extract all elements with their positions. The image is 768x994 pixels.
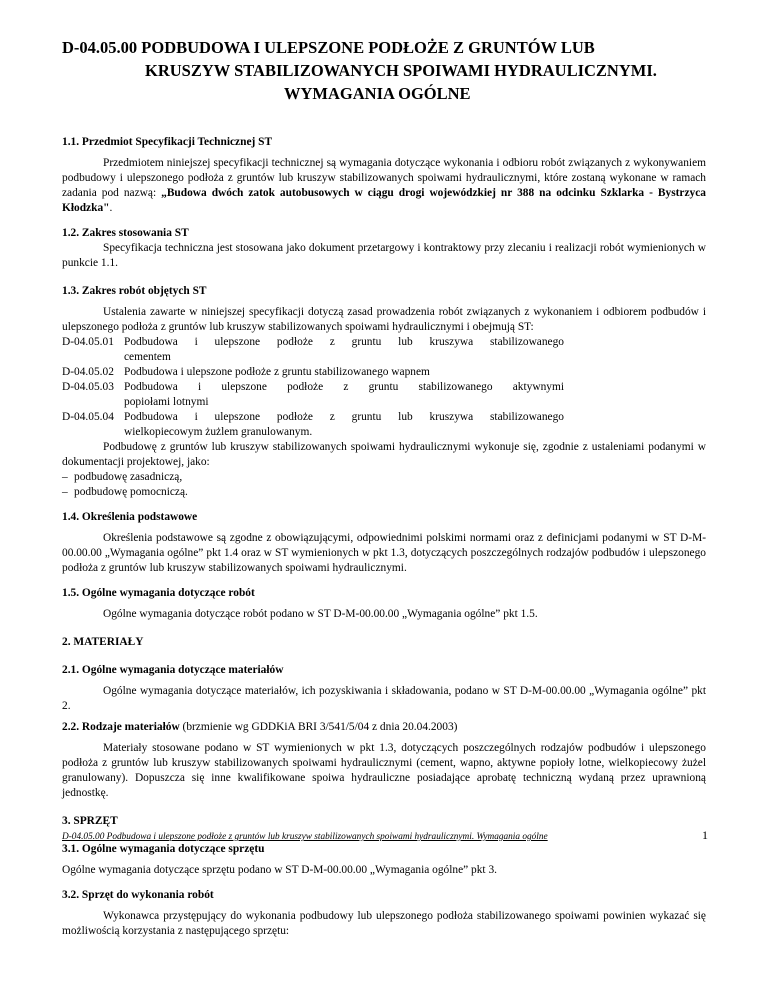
document-title (62, 36, 706, 105)
section-2-heading: 2. MATERIAŁY (62, 636, 144, 648)
spec-list-item (62, 380, 706, 395)
list-item: – podbudowę pomocniczą. (62, 486, 188, 498)
section-2-1-text: Ogólne wymagania dotyczące materiałów, ich pozyskiwania i składowania, podano w ST D-M-00.00.00 „Wymagania ogólne” pkt 2. (62, 685, 706, 712)
spec-code: D-04.05.01 (62, 336, 114, 348)
section-3-heading: 3. SPRZĘT (62, 815, 118, 827)
section-1-2-heading: 1.2. Zakres stosowania ST (62, 227, 189, 239)
spec-description-cont: wielkopiecowym żużlem granulowanym. (124, 426, 313, 438)
section-2-1-heading: 2.1. Ogólne wymagania dotyczące materiałów (62, 664, 284, 676)
page-footer: D-04.05.00 Podbudowa i ulepszone podłoże z gruntów lub kruszyw stabilizowanych spoiwami hydraulicznymi. Wymagania ogólne (62, 832, 548, 842)
section-1-3-text: Ustalenia zawarte w niniejszej specyfikacji dotyczą zasad prowadzenia robót związanych z wykonaniem i odbiorem podbudów i ulepszonego podłoża z gruntów lub kruszyw stabilizowanych spoiwami hydraulicznymi i obejmują ST: (62, 306, 706, 333)
section-2-2-heading: 2.2. Rodzaje materiałów (brzmienie wg GDDKiA BRI 3/541/5/04 z dnia 20.04.2003) (62, 721, 458, 733)
section-2-2-note: (brzmienie wg GDDKiA BRI 3/541/5/04 z dnia 20.04.2003) (179, 721, 458, 733)
spec-list (62, 335, 706, 440)
spec-list-item (62, 410, 706, 425)
section-3-1-heading: 3.1. Ogólne wymagania dotyczące sprzętu (62, 843, 265, 855)
spec-description: Podbudowa i ulepszone podłoże z gruntu lub kruszywa stabilizowanego (124, 336, 564, 348)
section-3-1-text: Ogólne wymagania dotyczące sprzętu podano w ST D-M-00.00.00 „Wymagania ogólne” pkt 3. (62, 864, 497, 876)
section-1-4-text: Określenia podstawowe są zgodne z obowiązującymi, odpowiednimi polskimi normami oraz z definicjami podanymi w ST D-M-00.00.00 „Wymagania ogólne” pkt 1.4 oraz w ST wymienionych w pkt 1.3, dotyczących poszczególnych rodzajów podbudów i ulepszonego podłoża z gruntów lub kruszyw stabilizowanych spoiwami hydraulicznymi. (62, 532, 706, 574)
document-page (62, 36, 706, 939)
title-line-3: WYMAGANIA OGÓLNE (284, 84, 471, 103)
spec-description-cont: cementem (124, 351, 171, 363)
spec-description-cont: popiołami lotnymi (124, 396, 209, 408)
title-line-1: D-04.05.00 PODBUDOWA I ULEPSZONE PODŁOŻE Z GRUNTÓW LUB (62, 38, 595, 57)
title-line-2: KRUSZYW STABILIZOWANYCH SPOIWAMI HYDRAULICZNYMI. (145, 61, 657, 80)
section-3-2-text: Wykonawca przystępujący do wykonania podbudowy lub ulepszonego podłoża stabilizowanego spoiwami powinien wykazać się możliwością korzystania z następującego sprzętu: (62, 910, 706, 937)
project-name: „Budowa dwóch zatok autobusowych w ciągu drogi wojewódzkiej nr 388 na odcinku Szklarka - Bystrzyca Kłodzka" (62, 187, 706, 214)
spec-list-item (62, 365, 706, 380)
spec-description: Podbudowa i ulepszone podłoże z gruntu lub kruszywa stabilizowanego (124, 411, 564, 423)
spec-code: D-04.05.02 (62, 366, 114, 378)
section-1-5-heading: 1.5. Ogólne wymagania dotyczące robót (62, 587, 255, 599)
section-1-1-text: Przedmiotem niniejszej specyfikacji technicznej są wymagania dotyczące wykonania i odbioru robót związanych z wykonywaniem podbudowy i ulepszonego podłoża z gruntów lub kruszyw stabilizowanych spoiwami hydraulicznymi, które zostaną wykonane w ramach zadania pod nazwą: „Budowa dwóch zatok autobusowych w ciągu drogi wojewódzkiej nr 388 na odcinku Szklarka - Bystrzyca Kłodzka". (62, 157, 706, 214)
section-1-3-text-2: Podbudowę z gruntów lub kruszyw stabilizowanych spoiwami hydraulicznymi wykonuje się, zgodnie z ustaleniami podanymi w dokumentacji projektowej, jako: (62, 441, 706, 468)
spec-list-item (62, 335, 706, 350)
section-1-3-heading: 1.3. Zakres robót objętych ST (62, 285, 207, 297)
section-1-2-text: Specyfikacja techniczna jest stosowana jako dokument przetargowy i kontraktowy przy zlecaniu i realizacji robót wymienionych w punkcie 1.1. (62, 242, 706, 269)
section-1-1-heading: 1.1. Przedmiot Specyfikacji Technicznej ST (62, 136, 273, 148)
spec-code: D-04.05.03 (62, 381, 114, 393)
spec-code: D-04.05.04 (62, 411, 114, 423)
page-number: 1 (702, 828, 708, 842)
section-1-4-heading: 1.4. Określenia podstawowe (62, 511, 198, 523)
section-3-2-heading: 3.2. Sprzęt do wykonania robót (62, 889, 214, 901)
section-2-2-text: Materiały stosowane podano w ST wymienionych w pkt 1.3, dotyczących poszczególnych rodzajów podbudów i ulepszonego podłoża z gruntów lub kruszyw stabilizowanych spoiwami hydraulicznymi (cement, wapno, aktywne popioły lotne, wielkopiecowy żużel granulowany). Dopuszcza się inne kwalifikowane spoiwa hydrauliczne posiadające aprobatę techniczną wydaną przez uprawnioną jednostkę. (62, 742, 706, 799)
section-1-5-text: Ogólne wymagania dotyczące robót podano w ST D-M-00.00.00 „Wymagania ogólne” pkt 1.5. (103, 608, 538, 620)
list-item: – podbudowę zasadniczą, (62, 471, 183, 483)
spec-description: Podbudowa i ulepszone podłoże z gruntu stabilizowanego aktywnymi (124, 381, 564, 393)
spec-description: Podbudowa i ulepszone podłoże z gruntu stabilizowanego wapnem (124, 366, 430, 378)
